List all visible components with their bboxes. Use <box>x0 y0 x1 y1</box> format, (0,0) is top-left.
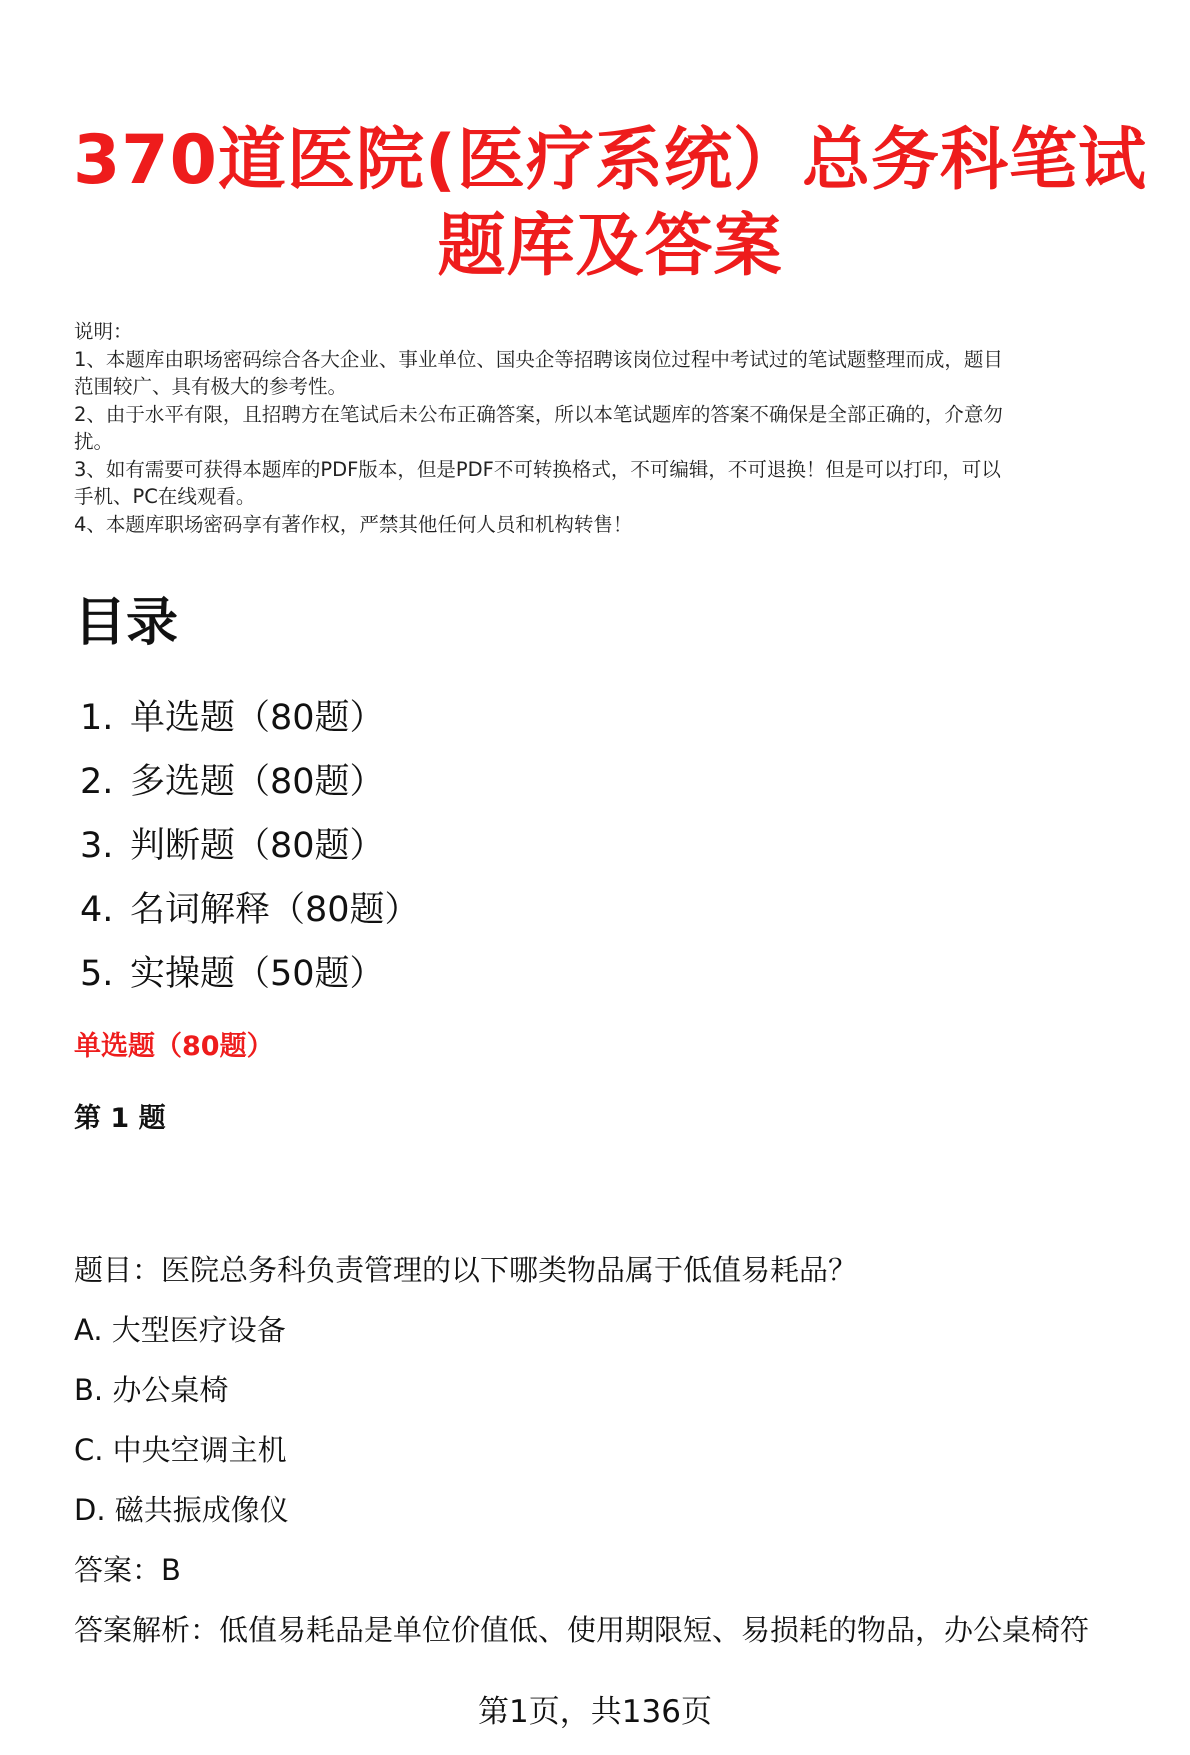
instructions-line: 4、本题库职场密码享有著作权，严禁其他任何人员和机构转售！ <box>74 512 633 536</box>
question-option-d: D. 磁共振成像仪 <box>74 1493 289 1527</box>
question-option-c: C. 中央空调主机 <box>74 1433 287 1467</box>
instructions-line: 范围较广、具有极大的参考性。 <box>74 375 348 398</box>
instructions-line: 2、由于水平有限，且招聘方在笔试后未公布正确答案，所以本笔试题库的答案不确保是全部正确的，介意勿 <box>74 402 1003 426</box>
toc-item-number: 1. <box>80 698 114 738</box>
instructions-line: 1、本题库由职场密码综合各大企业、事业单位、国央企等招聘该岗位过程中考试过的笔试题整理而成，题目 <box>74 347 1003 371</box>
instructions-line: 3、如有需要可获得本题库的PDF版本，但是PDF不可转换格式，不可编辑，不可退换！但是可以打印，可以 <box>74 457 1001 481</box>
toc-item-label: 名词解释（80题） <box>130 890 420 930</box>
table-of-contents <box>80 686 420 1006</box>
toc-item-number: 2. <box>80 762 114 802</box>
instructions-line: 手机、PC在线观看。 <box>74 485 256 508</box>
page-footer: 第1页，共136页 <box>478 1694 712 1730</box>
question-stem: 题目：医院总务科负责管理的以下哪类物品属于低值易耗品？ <box>74 1253 858 1287</box>
title-line-2: 题库及答案 <box>437 207 783 286</box>
question-number: 第 1 题 <box>74 1103 166 1134</box>
instructions <box>74 318 1152 538</box>
question-answer: 答案：B <box>74 1553 181 1587</box>
toc-item-label: 实操题（50题） <box>130 954 385 994</box>
toc-heading: 目录 <box>74 593 179 653</box>
toc-item[interactable] <box>80 814 420 878</box>
question-block <box>74 1240 1154 1660</box>
instructions-line: 扰。 <box>74 430 114 453</box>
question-explanation: 答案解析：低值易耗品是单位价值低、使用期限短、易损耗的物品，办公桌椅符 <box>74 1613 1090 1647</box>
toc-item-number: 4. <box>80 890 114 930</box>
toc-item-number: 3. <box>80 826 114 866</box>
section-title: 单选题（80题） <box>74 1031 274 1062</box>
instructions-line: 说明： <box>74 320 133 343</box>
toc-item-label: 多选题（80题） <box>130 762 385 802</box>
toc-item-label: 判断题（80题） <box>130 826 385 866</box>
toc-item[interactable] <box>80 686 420 750</box>
title-line-1: 370道医院(医疗系统）总务科笔试 <box>72 121 1148 200</box>
question-option-a: A. 大型医疗设备 <box>74 1313 286 1347</box>
document-title <box>70 118 1150 290</box>
toc-item-label: 单选题（80题） <box>130 698 385 738</box>
toc-item[interactable] <box>80 750 420 814</box>
toc-item[interactable] <box>80 878 420 942</box>
toc-item-number: 5. <box>80 954 114 994</box>
toc-item[interactable] <box>80 942 420 1006</box>
question-option-b: B. 办公桌椅 <box>74 1373 229 1407</box>
